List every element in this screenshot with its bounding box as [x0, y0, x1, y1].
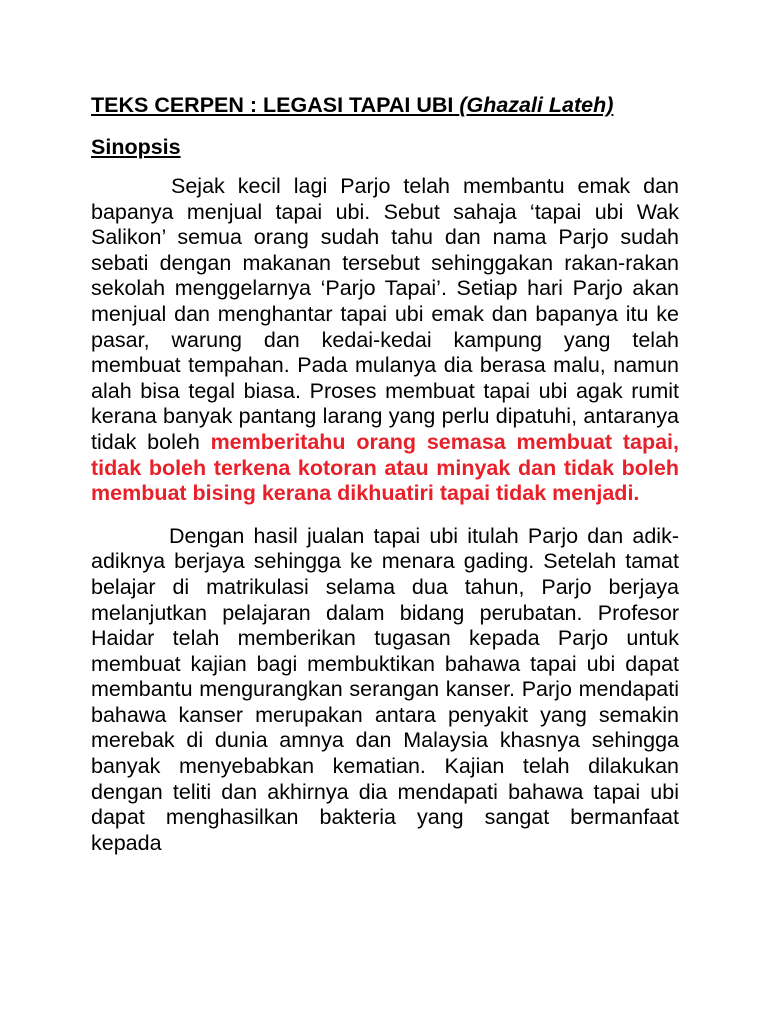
section-heading: Sinopsis [91, 135, 181, 159]
document-title [91, 92, 679, 118]
paragraph-2-text: Dengan hasil jualan tapai ubi itulah Parjo dan adik-adiknya berjaya sehingga ke menara gading. Setelah tamat belajar di matrikulasi selama dua tahun, Parjo berjaya melanjutkan pelajaran dalam bidang perubatan. Profesor Haidar telah memberikan tugasan kepada Parjo untuk membuat kajian bagi membuktikan bahawa tapai ubi dapat membantu mengurangkan serangan kanser. Parjo mendapati bahawa kanser merupakan antara penyakit yang semakin merebak di dunia amnya dan Malaysia khasnya sehingga banyak menyebabkan kematian. Kajian telah dilakukan dengan teliti dan akhirnya dia mendapati bahawa tapai ubi dapat menghasilkan bakteria yang sangat bermanfaat kepada [91, 523, 679, 855]
document-page [91, 92, 679, 856]
title-text: TEKS CERPEN : LEGASI TAPAI UBI [91, 93, 454, 117]
paragraph-1-text: Sejak kecil lagi Parjo telah membantu emak dan bapanya menjual tapai ubi. Sebut sahaja ‘tapai ubi Wak Salikon’ semua orang sudah tahu dan nama Parjo sudah sebati dengan makanan tersebut sehinggakan rakan-rakan sekolah menggelarnya ‘Parjo Tapai’. Setiap hari Parjo akan menjual dan menghantar tapai ubi emak dan bapanya itu ke pasar, warung dan kedai-kedai kampung yang telah membuat tempahan. Pada mulanya dia berasa malu, namun alah bisa tegal biasa. Proses membuat tapai ubi agak rumit kerana banyak pantang larang yang perlu dipatuhi, antaranya tidak boleh [91, 174, 679, 454]
author-name: (Ghazali Lateh) [459, 93, 614, 117]
paragraph-1-highlight: memberitahu orang semasa membuat tapai, tidak boleh terkena kotoran atau minyak dan tidak boleh membuat bising kerana dikhuatiri tapai tidak menjadi. [91, 429, 679, 506]
paragraph-1 [91, 174, 679, 507]
paragraph-2 [91, 524, 679, 857]
